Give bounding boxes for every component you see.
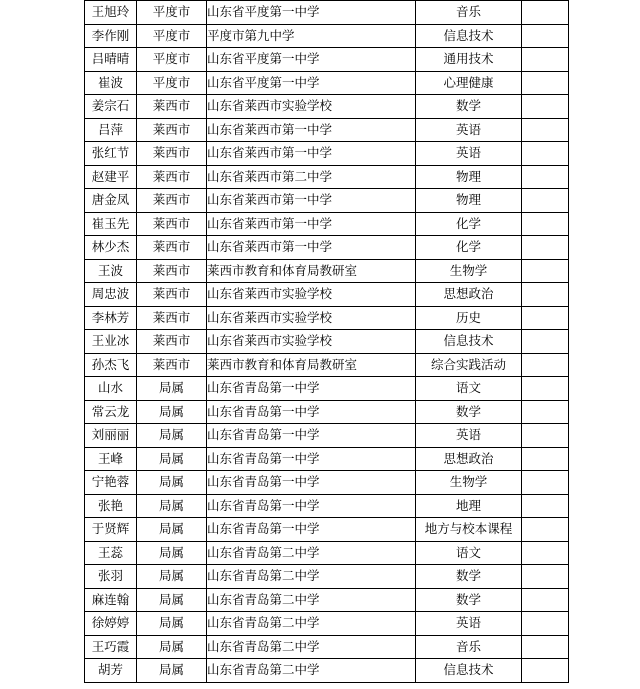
subject-cell: 数学 (416, 400, 522, 424)
school-cell: 山东省莱西市第一中学 (207, 189, 416, 213)
subject-cell: 信息技术 (416, 659, 522, 683)
empty-cell (522, 494, 569, 518)
table-row (85, 95, 569, 119)
empty-cell (522, 71, 569, 95)
school-cell: 山东省青岛第二中学 (207, 588, 416, 612)
empty-cell (522, 518, 569, 542)
empty-cell (522, 48, 569, 72)
district-cell: 局属 (137, 659, 207, 683)
subject-cell: 数学 (416, 588, 522, 612)
school-cell: 山东省青岛第一中学 (207, 518, 416, 542)
table-row (85, 518, 569, 542)
subject-cell: 生物学 (416, 259, 522, 283)
table-row (85, 142, 569, 166)
empty-cell (522, 283, 569, 307)
subject-cell: 英语 (416, 118, 522, 142)
empty-cell (522, 1, 569, 25)
subject-cell: 语文 (416, 541, 522, 565)
empty-cell (522, 659, 569, 683)
school-cell: 山东省青岛第二中学 (207, 635, 416, 659)
table-row (85, 353, 569, 377)
empty-cell (522, 471, 569, 495)
school-cell: 山东省莱西市实验学校 (207, 95, 416, 119)
teacher-name-cell: 王峰 (85, 447, 137, 471)
table-row (85, 306, 569, 330)
teacher-name-cell: 宁艳蓉 (85, 471, 137, 495)
empty-cell (522, 612, 569, 636)
table-row (85, 71, 569, 95)
teacher-name-cell: 崔波 (85, 71, 137, 95)
subject-cell: 化学 (416, 236, 522, 260)
school-cell: 山东省莱西市第一中学 (207, 212, 416, 236)
table-row (85, 1, 569, 25)
district-cell: 局属 (137, 424, 207, 448)
district-cell: 莱西市 (137, 353, 207, 377)
district-cell: 局属 (137, 612, 207, 636)
table-row (85, 635, 569, 659)
teacher-name-cell: 山水 (85, 377, 137, 401)
empty-cell (522, 353, 569, 377)
district-cell: 莱西市 (137, 212, 207, 236)
school-cell: 山东省青岛第二中学 (207, 612, 416, 636)
subject-cell: 生物学 (416, 471, 522, 495)
teacher-name-cell: 徐婷婷 (85, 612, 137, 636)
subject-cell: 音乐 (416, 1, 522, 25)
district-cell: 平度市 (137, 71, 207, 95)
subject-cell: 物理 (416, 165, 522, 189)
district-cell: 局属 (137, 588, 207, 612)
subject-cell: 思想政治 (416, 447, 522, 471)
empty-cell (522, 447, 569, 471)
empty-cell (522, 400, 569, 424)
teacher-name-cell: 王旭玲 (85, 1, 137, 25)
empty-cell (522, 142, 569, 166)
teacher-name-cell: 王业冰 (85, 330, 137, 354)
table-row (85, 189, 569, 213)
subject-cell: 信息技术 (416, 330, 522, 354)
school-cell: 莱西市教育和体育局教研室 (207, 353, 416, 377)
empty-cell (522, 330, 569, 354)
school-cell: 山东省莱西市实验学校 (207, 330, 416, 354)
empty-cell (522, 635, 569, 659)
roster-table-body (85, 1, 569, 683)
teacher-name-cell: 唐金凤 (85, 189, 137, 213)
district-cell: 局属 (137, 565, 207, 589)
teacher-name-cell: 王巧霞 (85, 635, 137, 659)
table-row (85, 165, 569, 189)
district-cell: 莱西市 (137, 283, 207, 307)
district-cell: 莱西市 (137, 330, 207, 354)
teacher-name-cell: 王蕊 (85, 541, 137, 565)
school-cell: 山东省青岛第一中学 (207, 494, 416, 518)
subject-cell: 语文 (416, 377, 522, 401)
subject-cell: 地方与校本课程 (416, 518, 522, 542)
teacher-name-cell: 胡芳 (85, 659, 137, 683)
school-cell: 山东省莱西市第一中学 (207, 118, 416, 142)
teacher-name-cell: 张艳 (85, 494, 137, 518)
school-cell: 山东省青岛第二中学 (207, 541, 416, 565)
subject-cell: 历史 (416, 306, 522, 330)
school-cell: 山东省青岛第二中学 (207, 565, 416, 589)
district-cell: 莱西市 (137, 142, 207, 166)
district-cell: 局属 (137, 635, 207, 659)
table-row (85, 612, 569, 636)
school-cell: 山东省青岛第一中学 (207, 447, 416, 471)
table-row (85, 447, 569, 471)
school-cell: 山东省青岛第二中学 (207, 659, 416, 683)
table-row (85, 118, 569, 142)
subject-cell: 英语 (416, 612, 522, 636)
empty-cell (522, 424, 569, 448)
table-row (85, 588, 569, 612)
empty-cell (522, 565, 569, 589)
table-row (85, 48, 569, 72)
empty-cell (522, 212, 569, 236)
subject-cell: 综合实践活动 (416, 353, 522, 377)
school-cell: 山东省莱西市第一中学 (207, 142, 416, 166)
district-cell: 平度市 (137, 24, 207, 48)
teacher-name-cell: 吕晴晴 (85, 48, 137, 72)
subject-cell: 数学 (416, 565, 522, 589)
teacher-name-cell: 吕萍 (85, 118, 137, 142)
school-cell: 山东省莱西市第一中学 (207, 236, 416, 260)
district-cell: 局属 (137, 541, 207, 565)
district-cell: 莱西市 (137, 165, 207, 189)
school-cell: 山东省青岛第一中学 (207, 377, 416, 401)
teacher-name-cell: 李作刚 (85, 24, 137, 48)
empty-cell (522, 259, 569, 283)
teacher-name-cell: 李林芳 (85, 306, 137, 330)
district-cell: 局属 (137, 471, 207, 495)
teacher-name-cell: 刘丽丽 (85, 424, 137, 448)
table-row (85, 424, 569, 448)
table-row (85, 471, 569, 495)
table-row (85, 400, 569, 424)
teacher-name-cell: 常云龙 (85, 400, 137, 424)
district-cell: 莱西市 (137, 189, 207, 213)
district-cell: 莱西市 (137, 259, 207, 283)
empty-cell (522, 24, 569, 48)
district-cell: 莱西市 (137, 236, 207, 260)
table-row (85, 377, 569, 401)
teacher-name-cell: 于贤辉 (85, 518, 137, 542)
table-row (85, 659, 569, 683)
district-cell: 局属 (137, 494, 207, 518)
school-cell: 山东省莱西市第二中学 (207, 165, 416, 189)
table-row (85, 236, 569, 260)
school-cell: 山东省平度第一中学 (207, 1, 416, 25)
empty-cell (522, 588, 569, 612)
subject-cell: 英语 (416, 424, 522, 448)
district-cell: 局属 (137, 447, 207, 471)
table-row (85, 494, 569, 518)
teacher-name-cell: 张红节 (85, 142, 137, 166)
table-row (85, 283, 569, 307)
empty-cell (522, 189, 569, 213)
table-row (85, 541, 569, 565)
district-cell: 平度市 (137, 1, 207, 25)
empty-cell (522, 377, 569, 401)
school-cell: 山东省平度第一中学 (207, 71, 416, 95)
school-cell: 平度市第九中学 (207, 24, 416, 48)
teacher-name-cell: 周忠波 (85, 283, 137, 307)
teacher-name-cell: 崔玉先 (85, 212, 137, 236)
school-cell: 山东省青岛第一中学 (207, 424, 416, 448)
school-cell: 山东省莱西市实验学校 (207, 306, 416, 330)
district-cell: 莱西市 (137, 306, 207, 330)
district-cell: 莱西市 (137, 118, 207, 142)
school-cell: 莱西市教育和体育局教研室 (207, 259, 416, 283)
district-cell: 局属 (137, 518, 207, 542)
subject-cell: 音乐 (416, 635, 522, 659)
table-row (85, 565, 569, 589)
teacher-name-cell: 赵建平 (85, 165, 137, 189)
teacher-name-cell: 王波 (85, 259, 137, 283)
district-cell: 局属 (137, 377, 207, 401)
subject-cell: 数学 (416, 95, 522, 119)
subject-cell: 心理健康 (416, 71, 522, 95)
table-row (85, 24, 569, 48)
teacher-name-cell: 林少杰 (85, 236, 137, 260)
district-cell: 局属 (137, 400, 207, 424)
subject-cell: 地理 (416, 494, 522, 518)
subject-cell: 通用技术 (416, 48, 522, 72)
empty-cell (522, 541, 569, 565)
subject-cell: 英语 (416, 142, 522, 166)
table-row (85, 330, 569, 354)
teacher-name-cell: 孙杰飞 (85, 353, 137, 377)
empty-cell (522, 118, 569, 142)
empty-cell (522, 306, 569, 330)
table-row (85, 212, 569, 236)
school-cell: 山东省莱西市实验学校 (207, 283, 416, 307)
subject-cell: 物理 (416, 189, 522, 213)
table-row (85, 259, 569, 283)
teacher-name-cell: 麻连翰 (85, 588, 137, 612)
teacher-name-cell: 张羽 (85, 565, 137, 589)
roster-table (84, 0, 569, 683)
empty-cell (522, 95, 569, 119)
empty-cell (522, 165, 569, 189)
district-cell: 莱西市 (137, 95, 207, 119)
district-cell: 平度市 (137, 48, 207, 72)
teacher-name-cell: 姜宗石 (85, 95, 137, 119)
subject-cell: 信息技术 (416, 24, 522, 48)
school-cell: 山东省青岛第一中学 (207, 471, 416, 495)
school-cell: 山东省平度第一中学 (207, 48, 416, 72)
subject-cell: 思想政治 (416, 283, 522, 307)
subject-cell: 化学 (416, 212, 522, 236)
school-cell: 山东省青岛第一中学 (207, 400, 416, 424)
empty-cell (522, 236, 569, 260)
